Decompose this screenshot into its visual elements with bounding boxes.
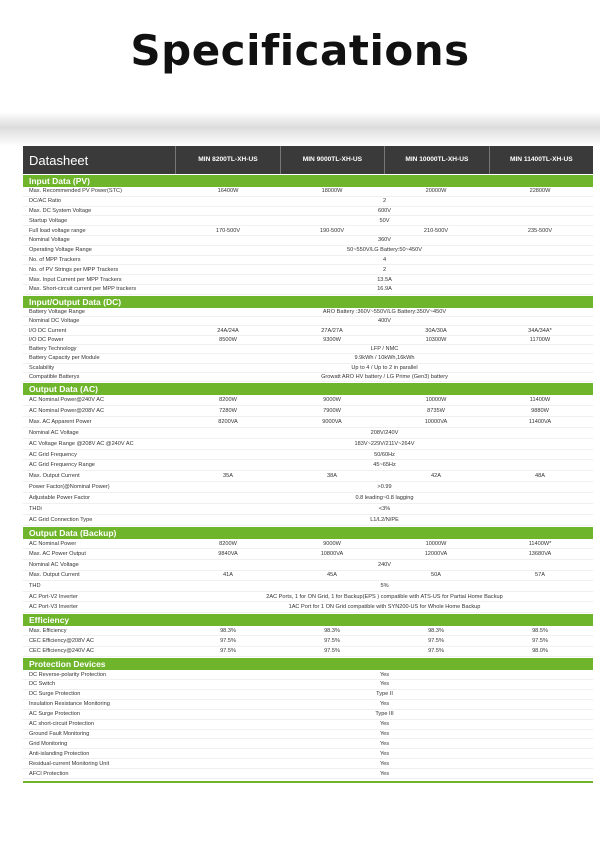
table-row (23, 515, 593, 526)
table-row (23, 670, 593, 680)
row-value: 97.5% (324, 648, 340, 655)
table-row (23, 285, 593, 295)
row-value: 7900W (323, 407, 341, 414)
row-value: 11400W (529, 397, 551, 404)
table-row (23, 439, 593, 450)
table-row (23, 317, 593, 326)
table-row (23, 265, 593, 275)
row-label: Nominal Voltage (29, 237, 70, 244)
row-label: AC short-circuit Protection (29, 721, 94, 728)
row-label: Power Factor(@Nominal Power) (29, 484, 110, 491)
row-label: Ground Fault Monitoring (29, 730, 90, 737)
row-value: 9880W (531, 407, 549, 414)
row-merged-value: 2AC Ports, 1 for ON Grid, 1 for Backup(EPS ) compatible with ATS-US for Partial Home Backup (266, 593, 503, 600)
row-value: 50A (431, 572, 441, 579)
row-label: Max. Recommended PV Power(STC) (29, 188, 122, 195)
model-header: MIN 8200TL-XH-US (175, 146, 279, 174)
row-value: 22800W (529, 188, 551, 195)
table-row (23, 710, 593, 720)
row-merged-value: Type III (375, 711, 394, 718)
row-label: AC Surge Protection (29, 711, 80, 718)
row-value: 8500W (219, 336, 237, 343)
row-label: Startup Voltage (29, 217, 68, 224)
row-value: 57A (535, 572, 545, 579)
row-merged-value: 183V~229V/211V~264V (354, 440, 415, 447)
table-row (23, 336, 593, 345)
table-row (23, 769, 593, 779)
row-value: 9000VA (322, 418, 342, 425)
table-row (23, 759, 593, 769)
row-value: 8200W (219, 397, 237, 404)
table-row (23, 236, 593, 246)
table-row (23, 428, 593, 439)
table-row (23, 626, 593, 636)
row-merged-value: LFP / NMC (370, 346, 399, 353)
table-row (23, 354, 593, 363)
table-row (23, 207, 593, 217)
row-value: 30A/30A (425, 327, 447, 334)
section-heading: Output Data (AC) (23, 383, 593, 395)
row-label: DC Reverse-polarity Protection (29, 671, 107, 678)
row-value: 210-500V (423, 227, 449, 234)
row-label: Battery Capacity per Module (29, 355, 100, 362)
spec-table (23, 146, 593, 783)
row-value: 8735W (427, 407, 445, 414)
row-merged-value: 5% (380, 583, 389, 589)
table-end-line (23, 781, 593, 783)
row-label: AC Nominal Power@240V AC (29, 397, 105, 404)
row-value: 98.3% (220, 627, 236, 634)
row-label: Max. DC System Voltage (29, 207, 92, 214)
row-merged-value: Yes (379, 671, 390, 678)
row-merged-value: 9.9kWh / 10kWh,16kWh (354, 355, 415, 362)
row-merged-value: 13.5A (377, 276, 392, 283)
row-label: I/O DC Current (29, 327, 67, 334)
row-value: 35A (223, 473, 233, 480)
row-value: 8200VA (218, 418, 238, 425)
row-value: 11400VA (528, 418, 552, 425)
row-merged-value: Yes (379, 701, 390, 708)
row-value: 98.3% (324, 627, 340, 634)
row-merged-value: >0.99 (377, 484, 392, 491)
row-merged-value: 240V (377, 561, 392, 568)
row-value: 13680VA (528, 551, 552, 558)
model-header: MIN 11400TL-XH-US (489, 146, 593, 174)
row-merged-value: 400V (377, 318, 392, 325)
table-row (23, 197, 593, 207)
row-value: 98.0% (532, 648, 548, 655)
row-label: THDi (29, 505, 42, 512)
row-label: Nominal AC Voltage (29, 561, 79, 568)
table-row (23, 246, 593, 256)
row-merged-value: 208V/240V (370, 429, 399, 436)
row-label: AC Port-V3 Inverter (29, 604, 78, 611)
model-header: MIN 9000TL-XH-US (280, 146, 384, 174)
row-value: 170-500V (215, 227, 241, 234)
row-value: 24A/24A (217, 327, 239, 334)
row-merged-value: Yes (379, 750, 390, 757)
row-merged-value: 50/60Hz (374, 451, 395, 458)
row-merged-value: Growatt ARO HV battery / LG Prime (Gen3) battery (321, 373, 448, 380)
table-row (23, 680, 593, 690)
row-merged-value: 16.9A (377, 286, 392, 293)
row-merged-value: Yes (379, 681, 390, 688)
table-row (23, 482, 593, 493)
table-row (23, 700, 593, 710)
row-merged-value: Yes (379, 730, 390, 737)
row-merged-value: 50~550V/LG Battery:50~450V (347, 247, 422, 254)
table-row (23, 460, 593, 471)
row-label: Max. Output Current (29, 473, 80, 480)
table-row (23, 571, 593, 582)
row-value: 97.5% (428, 648, 444, 655)
table-row (23, 493, 593, 504)
row-label: Full load voltage range (29, 227, 86, 234)
row-label: AC Port-V2 Inverter (29, 593, 78, 600)
row-value: 9000W (323, 540, 341, 547)
row-label: No. of PV Strings per MPP Trackers (29, 266, 119, 273)
row-value: 18000W (321, 188, 343, 195)
table-row (23, 739, 593, 749)
spec-sections (23, 175, 593, 779)
table-row (23, 256, 593, 266)
table-row (23, 417, 593, 428)
page-title: Specifications (130, 26, 470, 75)
row-merged-value: Yes (379, 740, 390, 747)
row-merged-value: <3% (378, 505, 391, 512)
row-merged-value: 45~65Hz (373, 462, 396, 469)
row-label: Nominal DC Voltage (29, 318, 80, 325)
row-label: Nominal AC Voltage (29, 429, 79, 436)
row-value: 11400W* (528, 540, 552, 547)
table-row (23, 749, 593, 759)
row-value: 7280W (219, 407, 237, 414)
table-row (23, 373, 593, 382)
row-label: AC Grid Connection Type (29, 516, 93, 523)
row-value: 10800VA (320, 551, 344, 558)
row-label: AFCI Protection (29, 770, 69, 777)
row-value: 38A (327, 473, 337, 480)
table-row (23, 187, 593, 197)
row-value: 235-500V (527, 227, 553, 234)
row-value: 48A (535, 473, 545, 480)
row-label: I/O DC Power (29, 336, 64, 343)
row-merged-value: 2 (382, 266, 387, 273)
row-label: Adjustable Power Factor (29, 495, 90, 502)
table-row (23, 690, 593, 700)
row-merged-value: L1/L2/N/PE (370, 516, 399, 523)
row-value: 10000VA (424, 418, 448, 425)
table-row (23, 326, 593, 335)
row-label: Max. Output Current (29, 572, 80, 579)
row-label: Scalability (29, 364, 55, 371)
row-label: AC Nominal Power@208V AC (29, 407, 105, 414)
row-value: 97.5% (220, 638, 236, 645)
section-heading: Output Data (Backup) (23, 527, 593, 539)
row-label: Operating Voltage Range (29, 247, 92, 254)
table-row (23, 592, 593, 603)
row-label: AC Voltage Range @208V AC @240V AC (29, 440, 134, 447)
row-value: 97.5% (220, 648, 236, 655)
row-merged-value: Yes (379, 760, 390, 767)
row-merged-value: ARO Battery :360V~550V/LG Battery:350V~450V (322, 308, 447, 315)
row-label: Max. Short-circuit current per MPP trackers (29, 286, 137, 293)
row-label: CEC Efficiency@208V AC (29, 638, 94, 645)
section-heading: Input Data (PV) (23, 175, 593, 187)
table-row (23, 539, 593, 550)
row-label: DC/AC Ratio (29, 198, 62, 205)
table-row (23, 581, 593, 592)
row-merged-value: Yes (379, 721, 390, 728)
row-value: 10300W (425, 336, 447, 343)
row-value: 10000W (425, 540, 447, 547)
row-merged-value: Yes (379, 770, 390, 777)
table-row (23, 647, 593, 657)
row-label: Battery Voltage Range (29, 308, 85, 315)
section-heading: Efficiency (23, 614, 593, 626)
table-row (23, 275, 593, 285)
table-row (23, 395, 593, 406)
row-merged-value: Type II (376, 691, 393, 698)
row-value: 11700W (529, 336, 551, 343)
table-row (23, 471, 593, 482)
row-merged-value: Up to 4 / Up to 2 in parallel (351, 364, 418, 371)
row-label: Battery Technology (29, 346, 77, 353)
row-merged-value: 2 (382, 198, 387, 205)
row-value: 9000W (323, 397, 341, 404)
table-row (23, 406, 593, 417)
row-label: AC Grid Frequency (29, 451, 77, 458)
row-label: CEC Efficiency@240V AC (29, 648, 94, 655)
model-header: MIN 10000TL-XH-US (384, 146, 488, 174)
row-label: Residual-current Monitoring Unit (29, 760, 110, 767)
row-label: DC Surge Protection (29, 691, 81, 698)
row-label: No. of MPP Trackers (29, 256, 81, 263)
row-value: 9300W (323, 336, 341, 343)
row-value: 190-500V (319, 227, 345, 234)
row-label: Max. Input Current per MPP Trackers (29, 276, 122, 283)
row-label: Insulation Resistance Monitoring (29, 701, 110, 708)
row-value: 41A (223, 572, 233, 579)
row-label: THD (29, 583, 41, 589)
table-row (23, 720, 593, 730)
row-merged-value: 1AC Port for 1 ON Grid compatible with SYN200-US for Whole Home Backup (288, 604, 481, 611)
row-value: 98.3% (428, 627, 444, 634)
row-value: 20000W (425, 188, 447, 195)
datasheet-label: Datasheet (29, 152, 89, 168)
row-value: 9840VA (218, 551, 238, 558)
row-label: AC Grid Frequency Range (29, 462, 95, 469)
table-row (23, 602, 593, 613)
row-merged-value: 50V (379, 217, 390, 224)
row-value: 97.5% (324, 638, 340, 645)
row-merged-value: 360V (377, 237, 392, 244)
section-heading: Input/Output Data (DC) (23, 296, 593, 308)
table-row (23, 364, 593, 373)
row-label: Max. AC Power Output (29, 551, 86, 558)
row-merged-value: 4 (382, 256, 387, 263)
table-row (23, 226, 593, 236)
table-row (23, 549, 593, 560)
row-value: 8200W (219, 540, 237, 547)
row-merged-value: 0.8 leading~0.8 lagging (355, 495, 414, 502)
row-label: Grid Monitoring (29, 740, 68, 747)
row-merged-value: 600V (377, 207, 392, 214)
row-value: 42A (431, 473, 441, 480)
row-value: 45A (327, 572, 337, 579)
row-value: 16400W (217, 188, 239, 195)
section-heading: Protection Devices (23, 658, 593, 670)
row-value: 34A/34A* (528, 327, 552, 334)
title-divider-shadow (0, 112, 600, 146)
table-row (23, 308, 593, 317)
row-value: 12000VA (424, 551, 448, 558)
row-value: 97.5% (428, 638, 444, 645)
row-label: DC Switch (29, 681, 56, 688)
row-label: Compatible Batterys (29, 373, 80, 380)
table-row (23, 504, 593, 515)
row-value: 97.5% (532, 638, 548, 645)
table-header (23, 146, 593, 174)
table-row (23, 450, 593, 461)
row-label: Anti-islanding Protection (29, 750, 90, 757)
row-value: 27A/27A (321, 327, 343, 334)
table-row (23, 636, 593, 646)
row-value: 10000W (425, 397, 447, 404)
table-row (23, 560, 593, 571)
row-value: 98.5% (532, 627, 548, 634)
table-row (23, 345, 593, 354)
row-label: AC Nominal Power (29, 540, 77, 547)
table-row (23, 216, 593, 226)
table-row (23, 730, 593, 740)
row-label: Max. Efficiency (29, 627, 67, 634)
row-label: Max. AC Apparent Power (29, 418, 92, 425)
